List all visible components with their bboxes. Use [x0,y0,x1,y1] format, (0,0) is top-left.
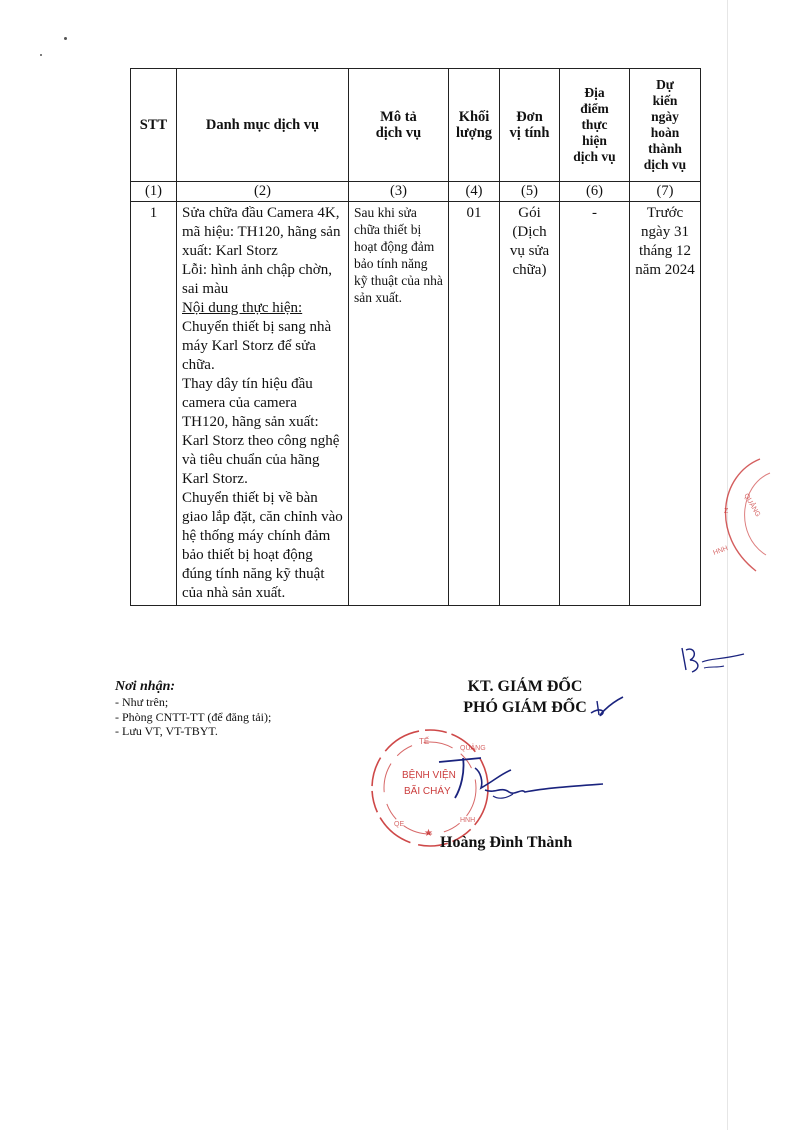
column-number: (4) [449,182,500,202]
cell-mo-ta: Sau khi sửa chữa thiết bị hoạt động đảm bảo tính năng kỹ thuật của nhà sản xuất. [349,202,449,606]
margin-initials-icon [672,640,752,680]
service-step: Thay dây tín hiệu đầu camera của camera TH120, hãng sản xuất: Karl Storz theo công nghệ và tiêu chuẩn của hãng Karl Storz. [182,376,340,487]
signature-title-line2: PHÓ GIÁM ĐỐC [463,699,587,716]
cell-danh-muc [177,202,349,606]
column-number-row [131,182,701,202]
edge-seal-icon [700,455,800,575]
header-don-vi: Đơn vị tính [500,69,560,182]
recipient-item: - Như trên; [115,695,169,709]
service-content-heading: Nội dung thực hiện: [182,300,303,316]
cell-du-kien: Trước ngày 31 tháng 12 năm 2024 [630,202,701,606]
table-header-row [131,69,701,182]
recipient-item: - Lưu VT, VT-TBYT. [115,724,218,738]
header-mo-ta: Mô tả dịch vụ [349,69,449,182]
scan-speck [40,54,42,56]
service-step: Chuyển thiết bị về bàn giao lắp đặt, căn chỉnh vào hệ thống máy chính đảm bảo thiết bị hoạt động đúng tính năng kỹ thuật của nhà sản xuất. [182,490,343,601]
service-fault: Lỗi: hình ảnh chập chờn, sai màu [182,262,332,297]
seal-text-line1: BỆNH VIỆN [402,770,456,781]
seal-text-line2: BÃI CHÁY [404,786,451,797]
cell-stt: 1 [131,202,177,606]
svg-text:TẾ: TẾ [419,737,430,746]
service-table [130,68,701,606]
header-khoi-luong: Khối lượng [449,69,500,182]
scan-speck [64,37,67,40]
svg-text:HNH: HNH [460,817,476,824]
svg-text:QE: QE [394,821,405,828]
header-danh-muc: Danh mục dịch vụ [177,69,349,182]
column-number: (1) [131,182,177,202]
svg-text:HNH: HNH [712,545,729,557]
column-number: (7) [630,182,701,202]
header-stt: STT [131,69,177,182]
svg-text:QUẢNG: QUẢNG [460,745,486,752]
cell-don-vi: Gói (Dịch vụ sửa chữa) [500,202,560,606]
svg-text:QUẢNG: QUẢNG [742,492,762,519]
header-du-kien: Dự kiến ngày hoàn thành dịch vụ [630,69,701,182]
signature-title [445,676,605,718]
column-number: (6) [560,182,630,202]
column-number: (3) [349,182,449,202]
recipients-block [115,678,271,739]
initial-mark-icon [587,693,627,719]
cell-dia-diem: - [560,202,630,606]
header-dia-diem: Địa điểm thực hiện dịch vụ [560,69,630,182]
cell-khoi-luong: 01 [449,202,500,606]
service-title: Sửa chữa đầu Camera 4K, mã hiệu: TH120, hãng sản xuất: Karl Storz [182,205,341,259]
svg-text:★: ★ [424,828,433,839]
svg-text:Z: Z [724,508,729,515]
service-step: Chuyển thiết bị sang nhà máy Karl Storz để sửa chữa. [182,319,332,373]
signer-name: Hoàng Đình Thành [440,834,573,851]
signature-title-line1: KT. GIÁM ĐỐC [467,678,583,695]
table-row [131,202,701,606]
recipient-item: - Phòng CNTT-TT (để đăng tải); [115,709,272,724]
column-number: (5) [500,182,560,202]
recipients-heading: Nơi nhận: [115,679,176,694]
column-number: (2) [177,182,349,202]
handwritten-signature-icon [425,748,615,818]
